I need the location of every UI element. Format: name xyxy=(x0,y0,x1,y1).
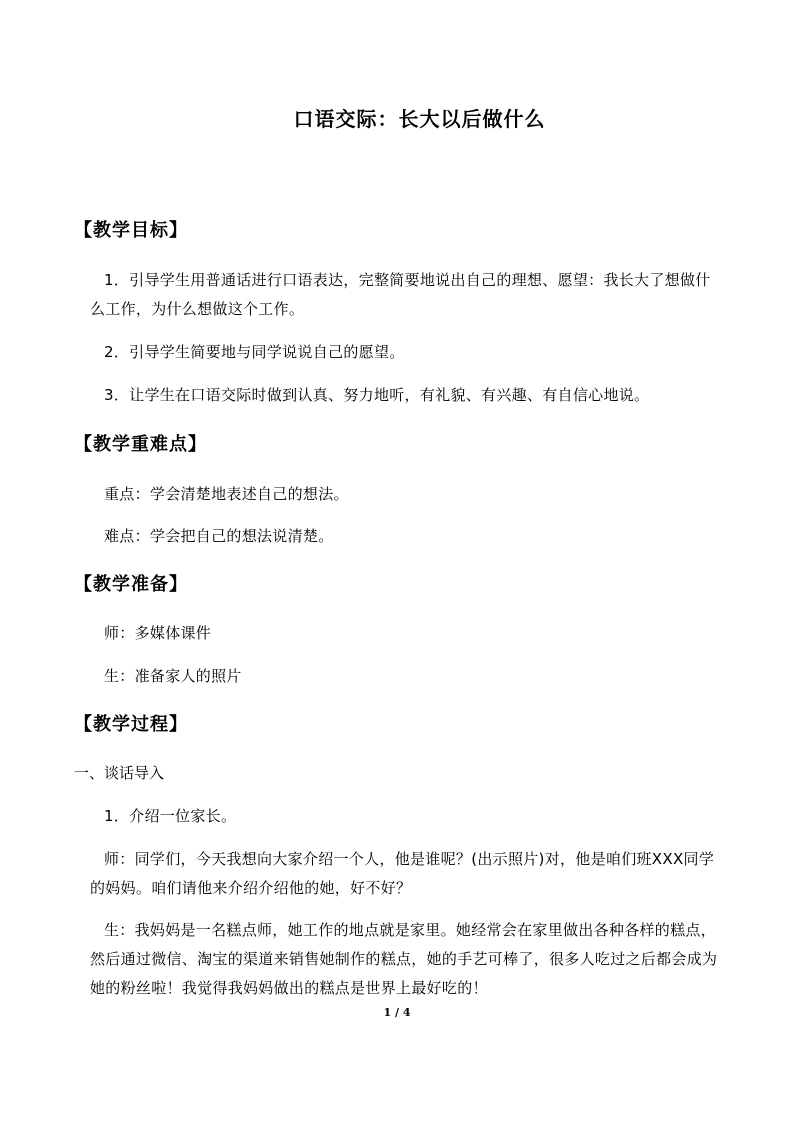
prep-item-1: 师：多媒体课件 xyxy=(104,624,212,642)
process-subheading: 一、谈话导入 xyxy=(74,764,165,782)
goal-item-1: 1．引导学生用普通话进行口语表达，完整简要地说出自己的理想、愿望：我长大了想做什么工作，为什么想做这个工作。 xyxy=(90,271,711,318)
process-item-2: 师：同学们，今天我想向大家介绍一个人，他是谁呢？(出示照片)对，他是咱们班XXX同学的妈妈。咱们请他来介绍介绍他的她，好不好？ xyxy=(90,850,715,897)
heading-goals: 【教学目标】 xyxy=(74,220,188,241)
keypoint-item-2: 难点：学会把自己的想法说清楚。 xyxy=(104,527,334,545)
goal-item-2: 2．引导学生简要地与同学说说自己的愿望。 xyxy=(104,343,405,361)
goal-item-3: 3．让学生在口语交际时做到认真、努力地听，有礼貌、有兴趣、有自信心地说。 xyxy=(104,386,650,404)
page-number: 1 / 4 xyxy=(383,1006,411,1019)
process-item-3: 生：我妈妈是一名糕点师，她工作的地点就是家里。她经常会在家里做出各种各样的糕点，然后通过微信、淘宝的渠道来销售她制作的糕点，她的手艺可棒了，很多人吃过之后都会成为她的粉丝啦！我觉得我妈妈做出的糕点是世界上最好吃的！ xyxy=(90,921,718,997)
heading-keypoints: 【教学重难点】 xyxy=(74,434,207,455)
heading-prep: 【教学准备】 xyxy=(74,574,188,595)
document-title: 口语交际：长大以后做什么 xyxy=(293,107,546,131)
prep-item-2: 生：准备家人的照片 xyxy=(104,667,242,685)
keypoint-item-1: 重点：学会清楚地表述自己的想法。 xyxy=(104,485,349,503)
process-item-1: 1．介绍一位家长。 xyxy=(104,807,237,825)
heading-process: 【教学过程】 xyxy=(74,714,188,735)
